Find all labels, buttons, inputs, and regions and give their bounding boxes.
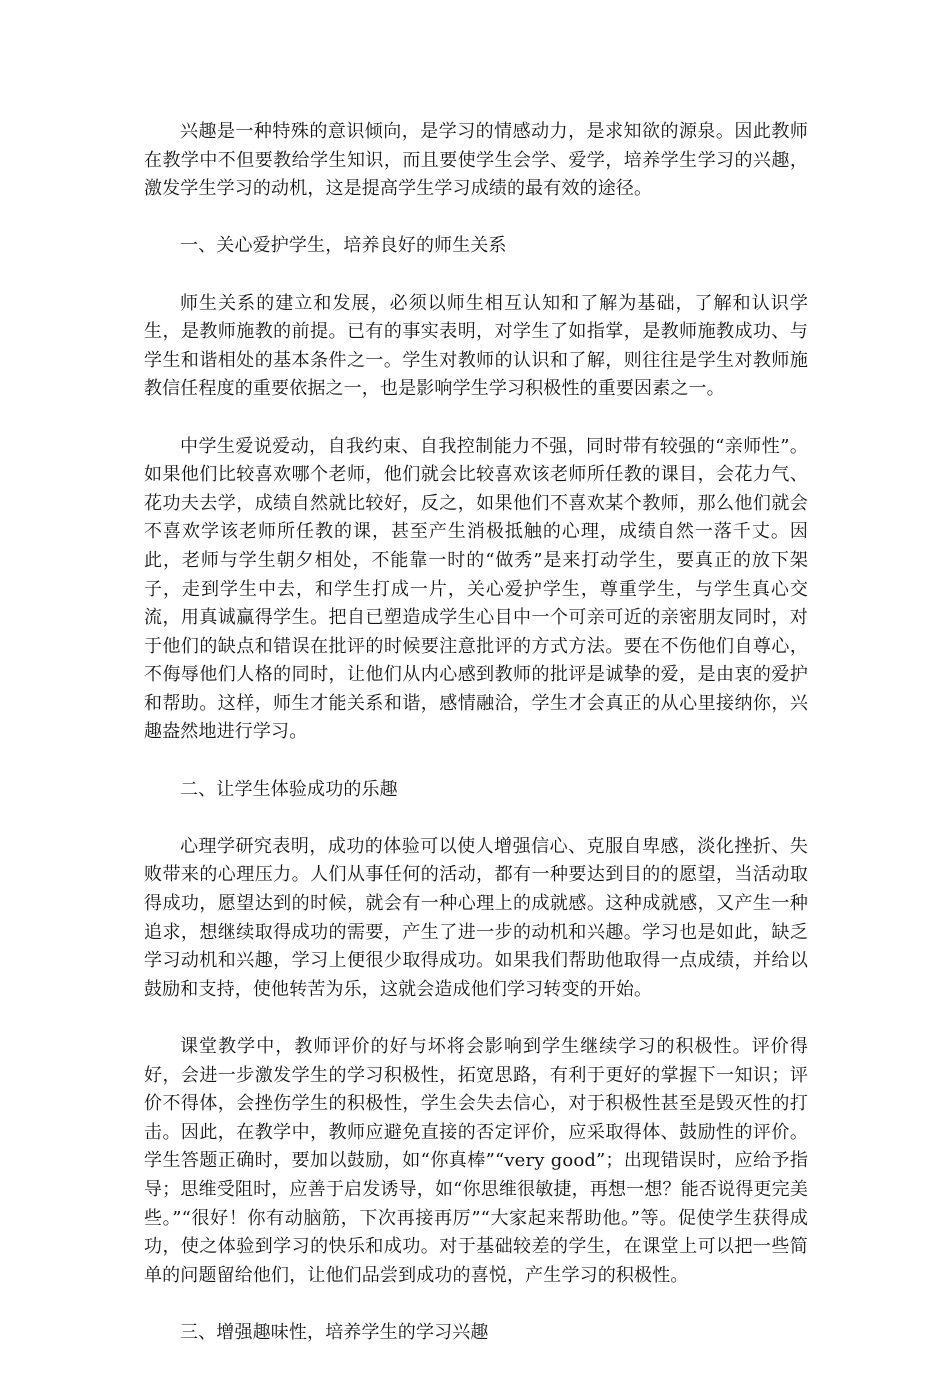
- body-paragraph: 课堂教学中，教师评价的好与坏将会影响到学生继续学习的积极性。评价得好，会进一步激发学生的学习积极性，拓宽思路，有利于更好的掌握下一知识；评价不得体，会挫伤学生的积极性，学生会失去信心，对于积极性甚至是毁灭性的打击。因此，在教学中，教师应避免直接的否定评价，应采取得体、鼓励性的评价。学生答题正确时，要加以鼓励，如“你真棒”“very good”；出现错误时，应给予指导；思维受阻时，应善于启发诱导，如“你思维很敏捷，再想一想？能否说得更完美些。”“很好！你有动脑筋，下次再接再厉”“大家起来帮助他。”等。促使学生获得成功，使之体验到学习的快乐和成功。对于基础较差的学生，在课堂上可以把一些简单的问题留给他们，让他们品尝到成功的喜悦，产生学习的积极性。: [144, 1036, 808, 1286]
- body-paragraph: 心理学研究表明，成功的体验可以使人增强信心、克服自卑感，淡化挫折、失败带来的心理压力。人们从事任何的活动，都有一种要达到目的的愿望，当活动取得成功，愿望达到的时候，就会有一种心理上的成就感。这种成就感，又产生一种追求，想继续取得成功的需要，产生了进一步的动机和兴趣。学习也是如此，缺乏学习动机和兴趣，学习上便很少取得成功。如果我们帮助他取得一点成绩，并给以鼓励和支持，使他转苦为乐，这就会造成他们学习转变的开始。: [144, 835, 808, 1000]
- body-paragraph: 中学生爱说爱动，自我约束、自我控制能力不强，同时带有较强的“亲师性”。如果他们比较喜欢哪个老师，他们就会比较喜欢该老师所任教的课目，会花力气、花功夫去学，成绩自然就比较好，反之，如果他们不喜欢某个教师，那么他们就会不喜欢学该老师所任教的课，甚至产生消极抵触的心理，成绩自然一落千丈。因此，老师与学生朝夕相处，不能靠一时的“做秀”是来打动学生，要真正的放下架子，走到学生中去，和学生打成一片，关心爱护学生，尊重学生，与学生真心交流，用真诚赢得学生。把自已塑造成学生心目中一个可亲可近的亲密朋友同时，对于他们的缺点和错误在批评的时候要注意批评的方式方法。要在不伤他们自尊心，不侮辱他们人格的同时，让他们从内心感到教师的批评是诚挚的爱，是由衷的爱护和帮助。这样，师生才能关系和谐，感情融洽，学生才会真正的从心里接纳你，兴趣盎然地进行学习。: [144, 435, 808, 743]
- section-heading-3: 三、增强趣味性，培养学生的学习兴趣: [180, 1321, 489, 1343]
- document-body: [144, 118, 808, 1376]
- body-paragraph: 师生关系的建立和发展，必须以师生相互认知和了解为基础，了解和认识学生，是教师施教的前提。已有的事实表明，对学生了如指掌，是教师施教成功、与学生和谐相处的基本条件之一。学生对教师的认识和了解，则往往是学生对教师施教信任程度的重要依据之一，也是影响学生学习积极性的重要因素之一。: [144, 292, 808, 400]
- section-heading-1: 一、关心爱护学生，培养良好的师生关系: [180, 235, 507, 257]
- intro-paragraph: 兴趣是一种特殊的意识倾向，是学习的情感动力，是求知欲的源泉。因此教师在教学中不但要教给学生知识，而且要使学生会学、爱学，培养学生学习的兴趣，激发学生学习的动机，这是提高学生学习成绩的最有效的途径。: [144, 121, 808, 200]
- section-heading-2: 二、让学生体验成功的乐趣: [180, 778, 398, 800]
